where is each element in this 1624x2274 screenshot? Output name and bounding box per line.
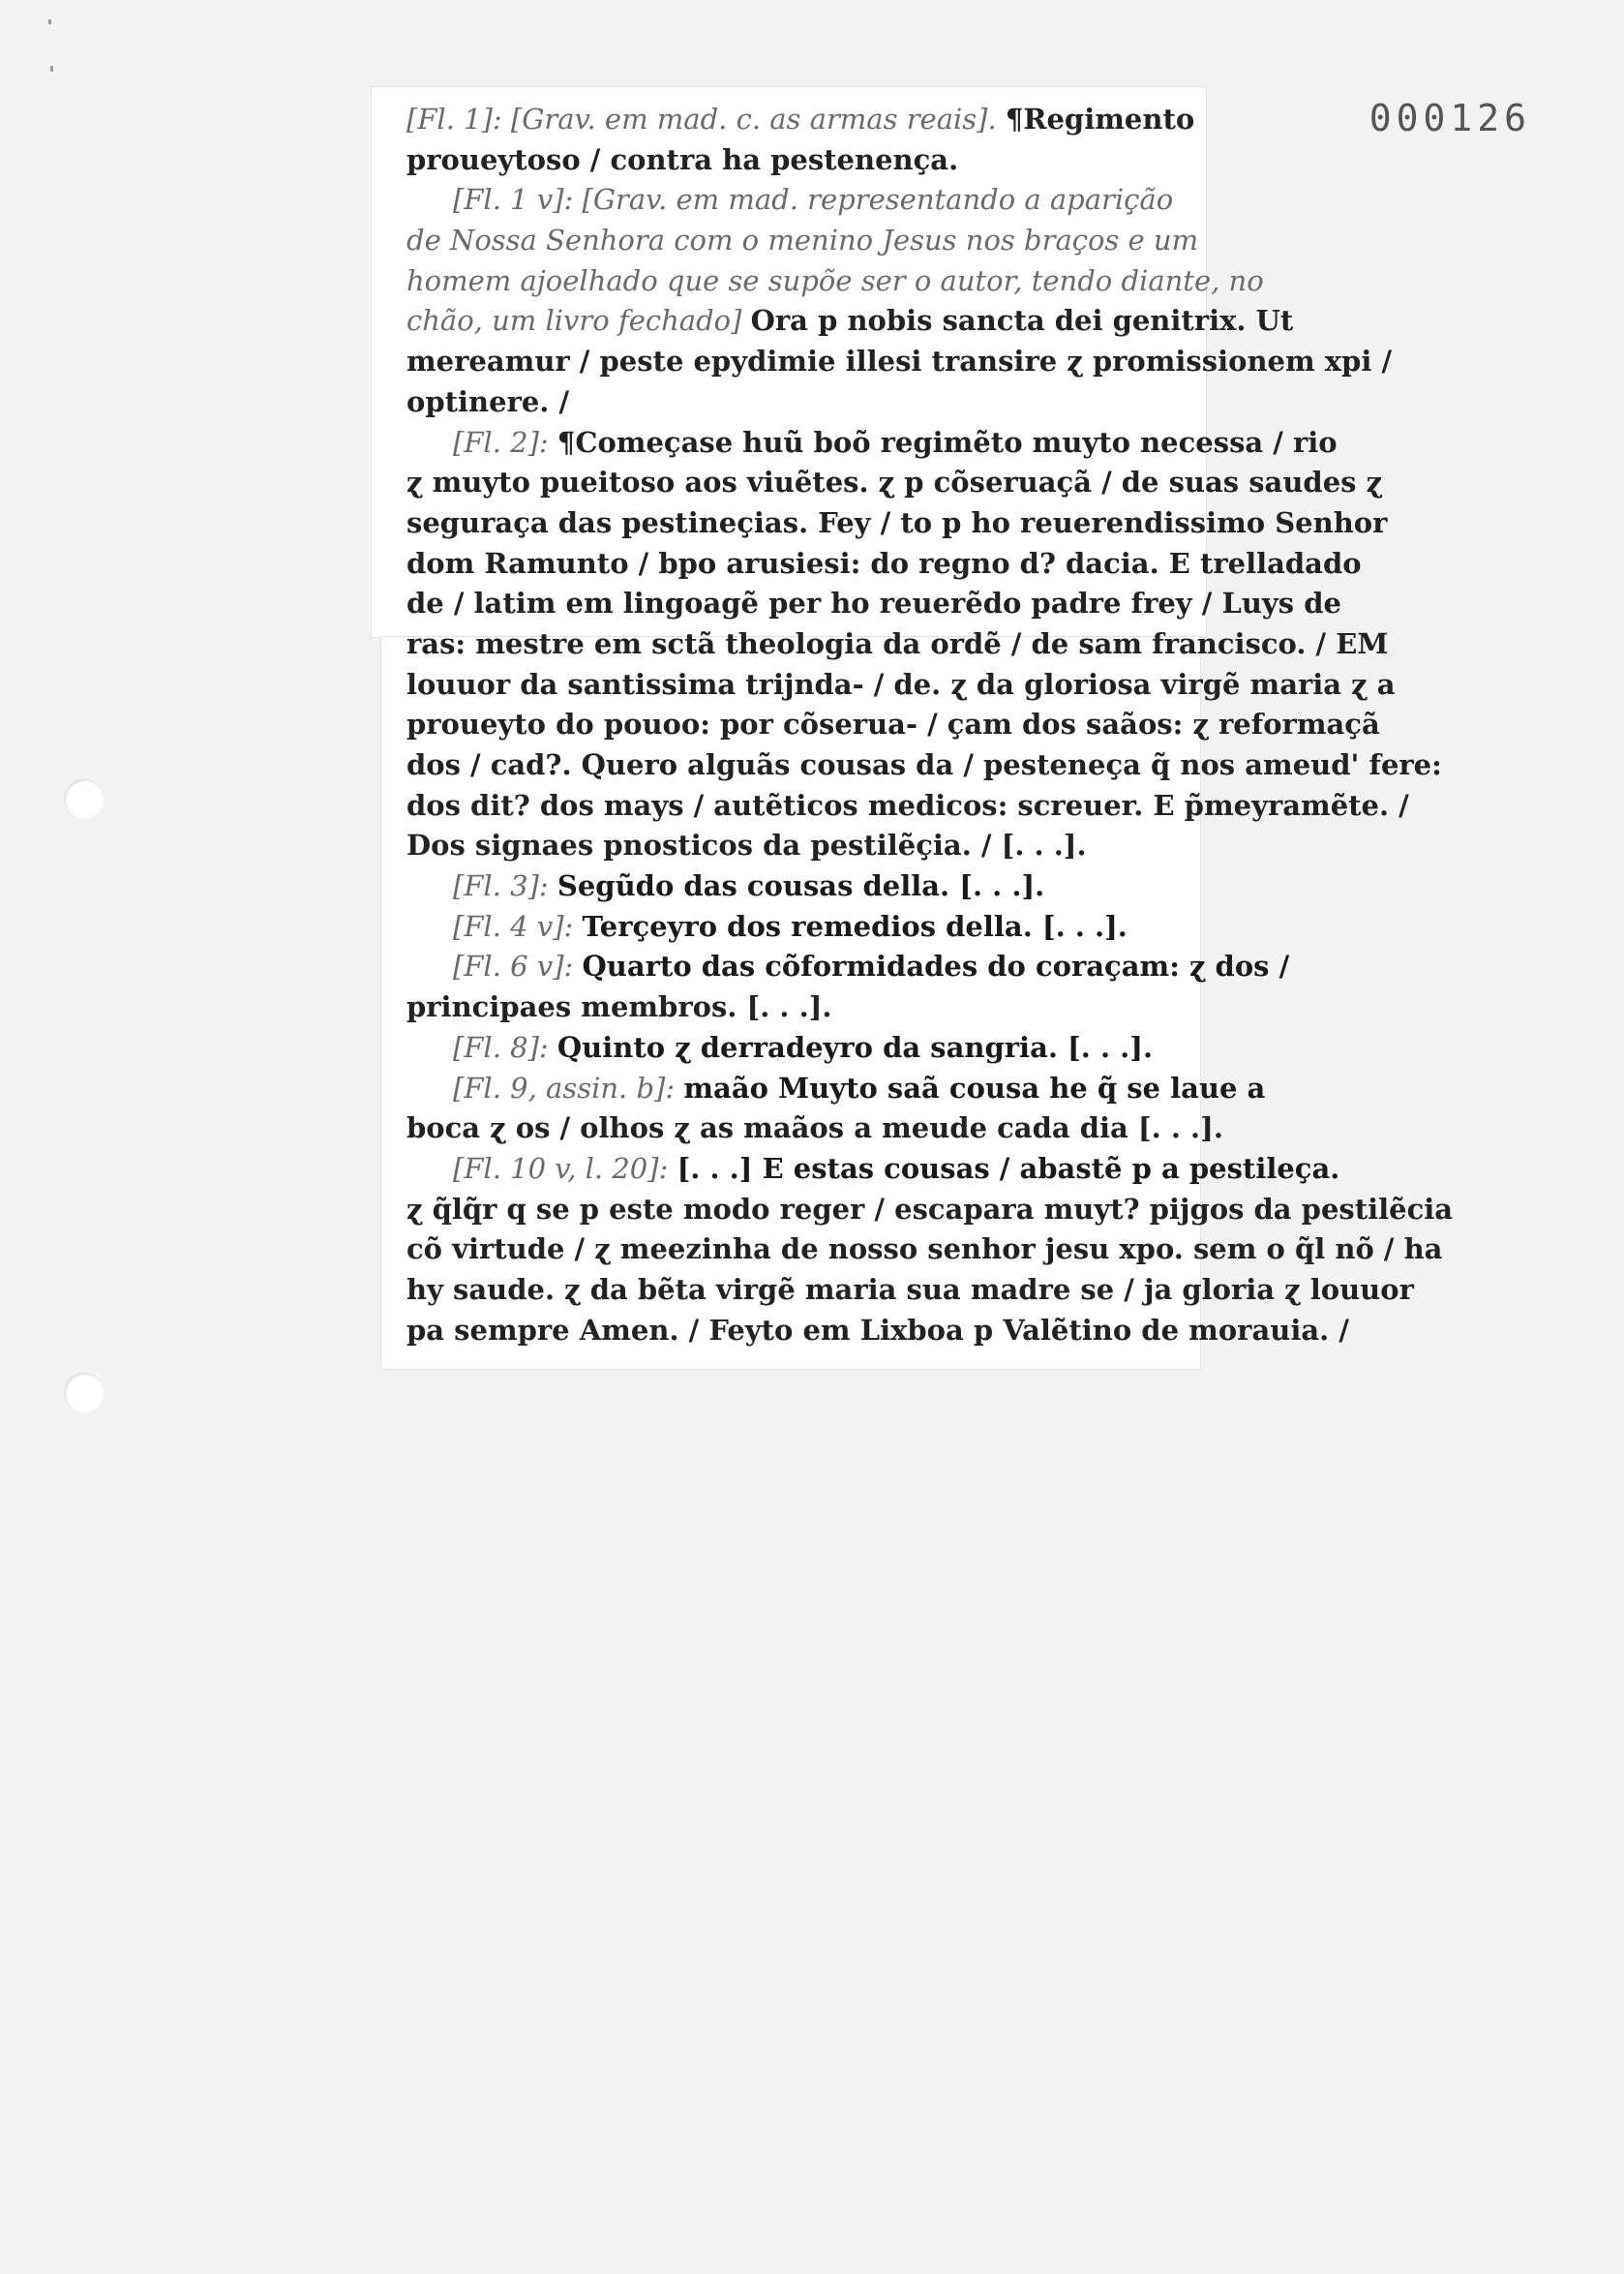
bibliographic-description bbox=[406, 100, 1454, 1350]
punch-hole-bottom bbox=[64, 1373, 105, 1413]
transcription-text: Quarto das cõformidades do coraçam: ɀ dos / bbox=[582, 950, 1290, 984]
text-line bbox=[406, 826, 1200, 866]
folio-annotation: de Nossa Senhora com o menino Jesus nos braços e um bbox=[406, 224, 1199, 258]
folio-annotation: homem ajoelhado que se supõe ser o autor, tendo diante, no bbox=[406, 263, 1264, 297]
folio-annotation: [Fl. 2]: bbox=[453, 425, 557, 459]
transcription-text: ¶Começase huũ boõ regimẽto muyto necessa / rio bbox=[556, 425, 1338, 459]
transcription-text: ɀ q̃lq̃r q se p este modo reger / escapara muyt? pijgos da pestilẽcia bbox=[406, 1192, 1454, 1226]
text-line bbox=[406, 1270, 1414, 1311]
folio-annotation: [Fl. 1]: [Grav. em mad. c. as armas reais]. bbox=[406, 103, 1006, 136]
transcription-text: Terçeyro dos remedios della. [. . .]. bbox=[582, 909, 1128, 943]
transcription-text: louuor da santissima trijnda- / de. ɀ da gloriosa virgẽ maria ɀ a bbox=[406, 667, 1396, 701]
folio-annotation: [Fl. 10 v, l. 20]: bbox=[453, 1151, 677, 1185]
page-number: 000126 bbox=[1368, 97, 1531, 139]
margin-speck bbox=[48, 19, 51, 24]
folio-annotation: [Fl. 4 v]: bbox=[453, 909, 583, 943]
text-line bbox=[406, 1028, 1200, 1069]
text-line bbox=[406, 140, 1200, 181]
transcription-text: principaes membros. [. . .]. bbox=[406, 990, 832, 1024]
text-line bbox=[406, 221, 1200, 261]
transcription-text: ¶Regimento bbox=[1005, 103, 1195, 136]
transcription-text: [. . .] E estas cousas / abastẽ p a pestileça. bbox=[677, 1151, 1340, 1185]
transcription-text: Segũdo das cousas della. [. . .]. bbox=[556, 869, 1045, 903]
text-line bbox=[406, 301, 1294, 342]
transcription-text: boca ɀ os / olhos ɀ as maãos a meude cada dia [. . .]. bbox=[406, 1111, 1223, 1145]
folio-annotation: [Fl. 9, assin. b]: bbox=[453, 1071, 684, 1105]
transcription-text: pa sempre Amen. / Feyto em Lixboa p Valẽtino de morauia. / bbox=[406, 1313, 1349, 1347]
transcription-text: proueyto do pouoo: por cõserua- / çam dos saãos: ɀ reformaçã bbox=[406, 708, 1380, 742]
text-line bbox=[406, 503, 1388, 544]
text-line bbox=[406, 1149, 1340, 1190]
folio-annotation: [Fl. 6 v]: bbox=[453, 950, 583, 984]
transcription-text: hy saude. ɀ da bẽta virgẽ maria sua madre se / ja gloria ɀ louuor bbox=[406, 1272, 1414, 1306]
text-line bbox=[406, 544, 1362, 585]
transcription-text: seguraça das pestineçias. Fey / to p ho reuerendissimo Senhor bbox=[406, 505, 1388, 539]
text-line bbox=[406, 786, 1409, 827]
text-line bbox=[406, 947, 1290, 987]
text-line bbox=[406, 624, 1389, 665]
transcription-text: cõ virtude / ɀ meezinha de nosso senhor jesu xpo. sem o q̃l nõ / ha bbox=[406, 1232, 1443, 1266]
transcription-text: mereamur / peste epydimie illesi transire ɀ promissionem xpi / bbox=[406, 345, 1393, 379]
transcription-text: ras: mestre em sctã theologia da ordẽ / de sam francisco. / EM bbox=[406, 626, 1389, 660]
text-line bbox=[406, 866, 1200, 907]
folio-annotation: chão, um livro fechado] bbox=[406, 304, 751, 338]
punch-hole-top bbox=[64, 779, 105, 820]
text-line bbox=[406, 705, 1380, 745]
text-line bbox=[406, 665, 1396, 706]
text-line bbox=[406, 1311, 1349, 1351]
transcription-text: optinere. / bbox=[406, 384, 570, 418]
transcription-text: Ora p nobis sancta dei genitrix. Ut bbox=[750, 304, 1294, 338]
folio-annotation: [Fl. 1 v]: [Grav. em mad. representando a aparição bbox=[453, 183, 1174, 217]
transcription-text: Quinto ɀ derradeyro da sangria. [. . .]. bbox=[556, 1030, 1154, 1064]
margin-speck bbox=[50, 66, 53, 72]
text-line bbox=[406, 1190, 1454, 1230]
transcription-text: Dos signaes pnosticos da pestilẽçia. / [. . .]. bbox=[406, 829, 1087, 863]
text-line bbox=[406, 382, 1200, 423]
text-line bbox=[406, 745, 1442, 786]
transcription-text: dom Ramunto / bpo arusiesi: do regno d? dacia. E trelladado bbox=[406, 546, 1362, 580]
text-line bbox=[406, 1108, 1223, 1149]
text-line bbox=[406, 987, 1200, 1028]
text-line bbox=[406, 1069, 1266, 1109]
transcription-text: dos dit? dos mays / autẽticos medicos: screuer. E p̃meyramẽte. / bbox=[406, 788, 1409, 822]
transcription-text: maão Muyto saã cousa he q̃ se laue a bbox=[683, 1071, 1266, 1105]
text-line bbox=[406, 584, 1341, 624]
transcription-text: ɀ muyto pueitoso aos viuẽtes. ɀ p cõseruaçã / de suas saudes ɀ bbox=[406, 466, 1383, 500]
text-line bbox=[406, 261, 1264, 302]
text-line bbox=[406, 180, 1200, 221]
text-line bbox=[406, 463, 1383, 503]
text-line bbox=[406, 1229, 1443, 1270]
text-line bbox=[406, 100, 1200, 140]
folio-annotation: [Fl. 3]: bbox=[453, 869, 557, 903]
text-line bbox=[406, 423, 1338, 464]
folio-annotation: [Fl. 8]: bbox=[453, 1030, 557, 1064]
transcription-text: de / latim em lingoagẽ per ho reuerẽdo padre frey / Luys de bbox=[406, 587, 1341, 621]
text-line bbox=[406, 907, 1200, 948]
transcription-text: dos / cad?. Quero alguãs cousas da / pesteneça q̃ nos ameud' fere: bbox=[406, 748, 1442, 781]
text-line bbox=[406, 342, 1393, 382]
transcription-text: proueytoso / contra ha pestenença. bbox=[406, 142, 959, 176]
